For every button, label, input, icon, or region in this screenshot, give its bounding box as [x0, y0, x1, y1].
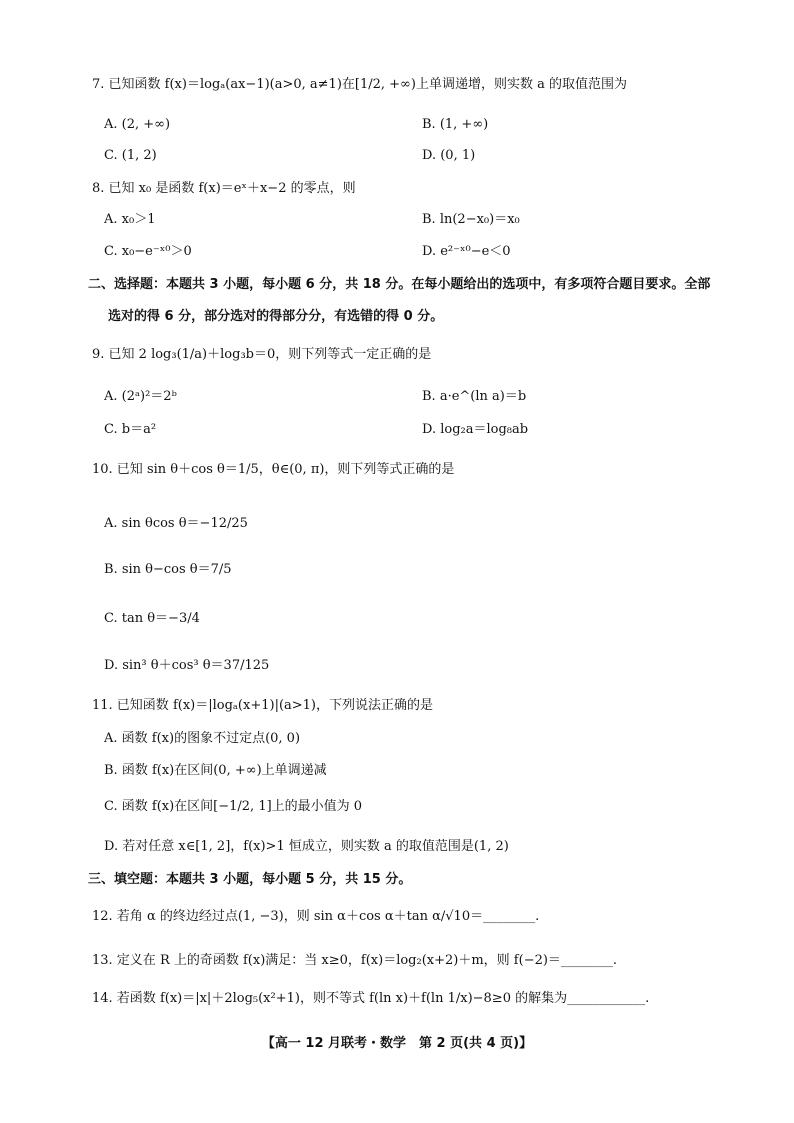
q9-option-b: B. a·e^(ln a)＝b [422, 389, 527, 404]
q10-stem: 10. 已知 sin θ＋cos θ＝1/5，θ∈(0, π)，则下列等式正确的是 [92, 462, 455, 477]
q8-option-b: B. ln(2−x₀)＝x₀ [422, 212, 520, 227]
q9-stem: 9. 已知 2 log₃(1/a)＋log₃b＝0，则下列等式一定正确的是 [92, 347, 432, 362]
q13: 13. 定义在 R 上的奇函数 f(x)满足：当 x≥0，f(x)＝log₂(x+2)＋m，则 f(−2)＝________. [92, 953, 618, 968]
q7-option-c: C. (1, 2) [104, 148, 157, 163]
q9-option-d: D. log₂a＝log₈ab [422, 422, 529, 437]
q10-option-d: D. sin³ θ＋cos³ θ＝37/125 [104, 658, 270, 673]
q10-option-c: C. tan θ＝−3/4 [104, 611, 200, 626]
q7-option-b: B. (1, +∞) [422, 117, 489, 132]
q8-option-a: A. x₀＞1 [104, 212, 156, 227]
q7-option-d: D. (0, 1) [422, 148, 476, 163]
q7-stem: 7. 已知函数 f(x)＝logₐ(ax−1)(a>0, a≠1)在[1/2, +∞)上单调递增，则实数 a 的取值范围为 [92, 77, 627, 92]
q12: 12. 若角 α 的终边经过点(1, −3)，则 sin α＋cos α＋tan α/√10＝________. [92, 909, 540, 924]
q11-option-b: B. 函数 f(x)在区间(0, +∞)上单调递减 [104, 763, 327, 778]
q7-option-a: A. (2, +∞) [104, 117, 171, 132]
q8-option-d: D. e²⁻ˣ⁰−e＜0 [422, 244, 511, 259]
q9-option-a: A. (2ᵃ)²＝2ᵇ [104, 389, 177, 404]
q11-option-c: C. 函数 f(x)在区间[−1/2, 1]上的最小值为 0 [104, 799, 363, 814]
section2-line1: 二、选择题：本题共 3 小题，每小题 6 分，共 18 分。在每小题给出的选项中，有多项符合题目要求。全部 [88, 277, 711, 292]
section2-line2: 选对的得 6 分，部分选对的得部分分，有选错的得 0 分。 [108, 309, 444, 324]
q8-stem: 8. 已知 x₀ 是函数 f(x)＝eˣ＋x−2 的零点，则 [92, 181, 356, 196]
q11-option-d: D. 若对任意 x∈[1, 2]，f(x)>1 恒成立，则实数 a 的取值范围是(1, 2) [104, 839, 509, 854]
q10-option-b: B. sin θ−cos θ＝7/5 [104, 562, 232, 577]
q10-option-a: A. sin θcos θ＝−12/25 [104, 516, 248, 531]
q8-option-c: C. x₀−e⁻ˣ⁰＞0 [104, 244, 192, 259]
page-footer: 【高一 12 月联考・数学 第 2 页(共 4 页)】 [261, 1036, 533, 1051]
q11-stem: 11. 已知函数 f(x)＝|logₐ(x+1)|(a>1)，下列说法正确的是 [92, 698, 434, 713]
q9-option-c: C. b＝a² [104, 422, 157, 437]
q11-option-a: A. 函数 f(x)的图象不过定点(0, 0) [104, 731, 301, 746]
q14: 14. 若函数 f(x)＝|x|＋2log₅(x²+1)，则不等式 f(ln x)＋f(ln 1/x)−8≥0 的解集为____________. [92, 991, 650, 1006]
section3-header: 三、填空题：本题共 3 小题，每小题 5 分，共 15 分。 [88, 872, 412, 887]
